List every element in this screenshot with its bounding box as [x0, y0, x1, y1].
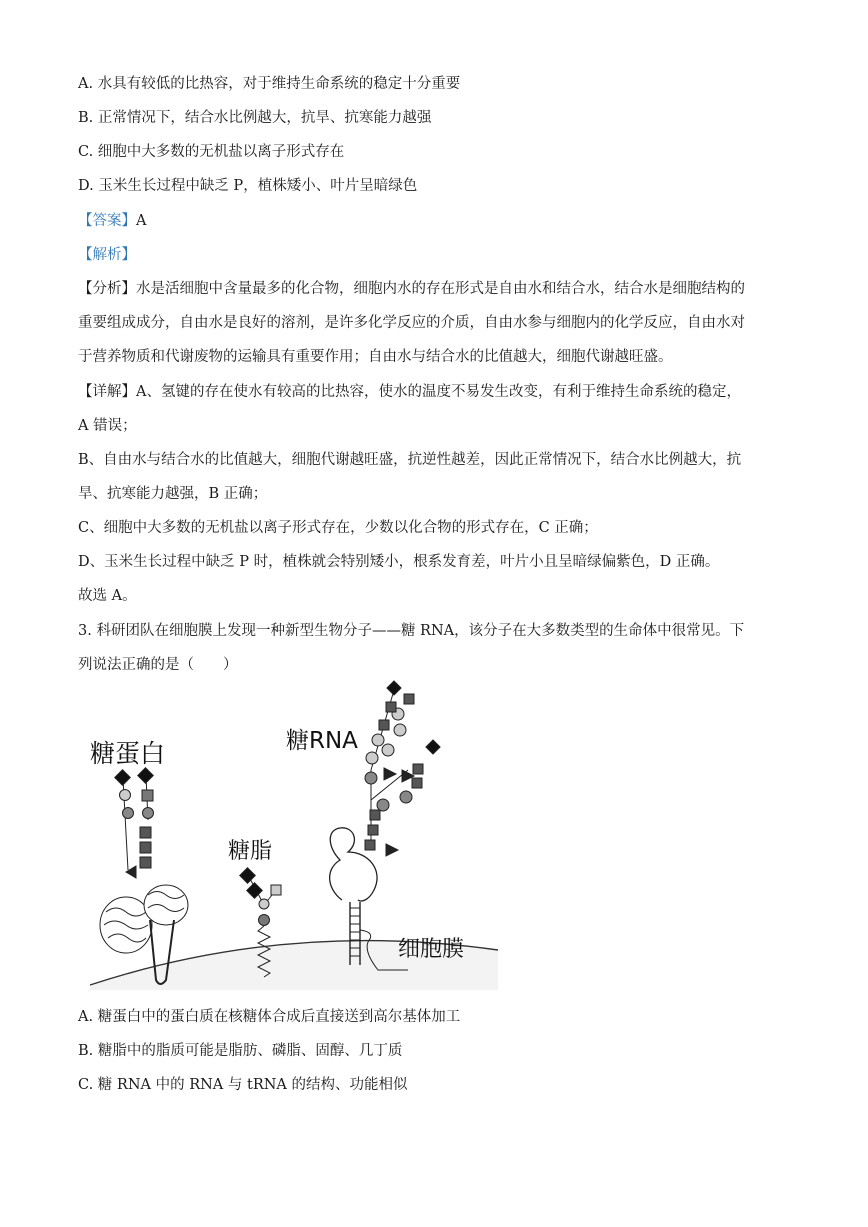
label-glycolipid: 糖脂: [228, 839, 273, 864]
xiangjie-tag: 【详解】: [78, 384, 136, 400]
xiangjie-line-b1: B、自由水与结合水的比值越大，细胞代谢越旺盛，抗逆性越差，因此正常情况下，结合水比例越大，抗: [78, 452, 742, 468]
square-icon: [412, 778, 422, 788]
circle-icon: [382, 744, 394, 756]
diamond-icon: [115, 770, 131, 786]
circle-icon: [366, 752, 378, 764]
fenxi-text-1: 水是活细胞中含量最多的化合物，细胞内水的存在形式是自由水和结合水，结合水是细胞结构的: [136, 281, 745, 297]
square-icon: [368, 825, 378, 835]
protein-blob-right: [144, 885, 188, 925]
diamond-icon: [247, 883, 263, 899]
xiangjie-line-a1: [78, 382, 741, 402]
label-glycorna: 糖RNA: [286, 728, 358, 754]
square-icon: [379, 720, 389, 730]
xiangjie-line-b2: 旱、抗寒能力越强，B 正确；: [78, 486, 268, 502]
glycan-membrane-figure: [78, 680, 498, 990]
q2-option-a: A. 水具有较低的比热容，对于维持生命系统的稳定十分重要: [78, 76, 461, 92]
question3-line-1: 3. 科研团队在细胞膜上发现一种新型生物分子——糖 RNA，该分子在大多数类型的生命体中很常见。下: [78, 623, 745, 639]
circle-icon: [400, 791, 412, 803]
fenxi-line-3: 于营养物质和代谢废物的运输具有重要作用；自由水与结合水的比值越大，细胞代谢越旺盛。: [78, 349, 673, 365]
q2-option-d: D. 玉米生长过程中缺乏 P，植株矮小、叶片呈暗绿色: [78, 178, 418, 194]
circle-icon: [143, 808, 154, 819]
fenxi-tag: 【分析】: [78, 281, 136, 297]
q2-option-b: B. 正常情况下，结合水比例越大，抗旱、抗寒能力越强: [78, 110, 432, 126]
square-icon: [140, 827, 151, 838]
label-membrane: 细胞膜: [398, 937, 465, 962]
square-icon: [142, 790, 153, 801]
analysis-tag: 【解析】: [78, 247, 136, 263]
square-icon: [365, 840, 375, 850]
xiangjie-line-a2: A 错误；: [78, 418, 137, 434]
conclusion-line: 故选 A。: [78, 588, 137, 604]
circle-icon: [372, 734, 384, 746]
q2-option-c: C. 细胞中大多数的无机盐以离子形式存在: [78, 144, 345, 160]
q3-option-a: A. 糖蛋白中的蛋白质在核糖体合成后直接送到高尔基体加工: [78, 1009, 461, 1025]
question3-line-2: 列说法正确的是（ ）: [78, 657, 238, 673]
xiangjie-line-c: C、细胞中大多数的无机盐以离子形式存在，少数以化合物的形式存在，C 正确；: [78, 520, 598, 536]
square-icon: [140, 842, 151, 853]
diamond-icon: [240, 868, 256, 884]
rna-loop: [330, 828, 377, 901]
glycorna: [330, 681, 440, 970]
circle-icon: [259, 915, 270, 926]
circle-icon: [377, 799, 389, 811]
diamond-icon: [426, 740, 440, 754]
triangle-icon: [384, 768, 396, 780]
diamond-icon: [138, 768, 154, 784]
circle-icon: [365, 772, 377, 784]
answer-value: A: [136, 213, 147, 229]
circle-icon: [259, 899, 269, 909]
triangle-icon: [386, 844, 398, 856]
square-icon: [140, 857, 151, 868]
square-icon: [404, 694, 414, 704]
glycoprotein-glycan: [115, 768, 154, 878]
square-icon: [413, 764, 423, 774]
label-glycoprotein: 糖蛋白: [90, 739, 166, 768]
square-icon: [271, 885, 281, 895]
circle-icon: [123, 808, 134, 819]
square-icon: [370, 810, 380, 820]
fenxi-line-1: [78, 279, 745, 299]
circle-icon: [394, 724, 406, 736]
xiangjie-text-a1: A、氢键的存在使水有较高的比热容，使水的温度不易发生改变，有利于维持生命系统的稳定，: [136, 384, 741, 400]
xiangjie-line-d: D、玉米生长过程中缺乏 P 时，植株就会特别矮小，根系发育差，叶片小且呈暗绿偏紫色，D 正确。: [78, 554, 720, 570]
answer-tag: 【答案】: [78, 213, 136, 229]
circle-icon: [120, 790, 131, 801]
square-icon: [386, 702, 396, 712]
diamond-icon: [387, 681, 401, 695]
q3-option-b: B. 糖脂中的脂质可能是脂肪、磷脂、固醇、几丁质: [78, 1043, 403, 1059]
q3-option-c: C. 糖 RNA 中的 RNA 与 tRNA 的结构、功能相似: [78, 1077, 408, 1093]
answer-line: [78, 211, 146, 231]
fenxi-line-2: 重要组成成分，自由水是良好的溶剂，是许多化学反应的介质，自由水参与细胞内的化学反应，自由水对: [78, 315, 745, 331]
